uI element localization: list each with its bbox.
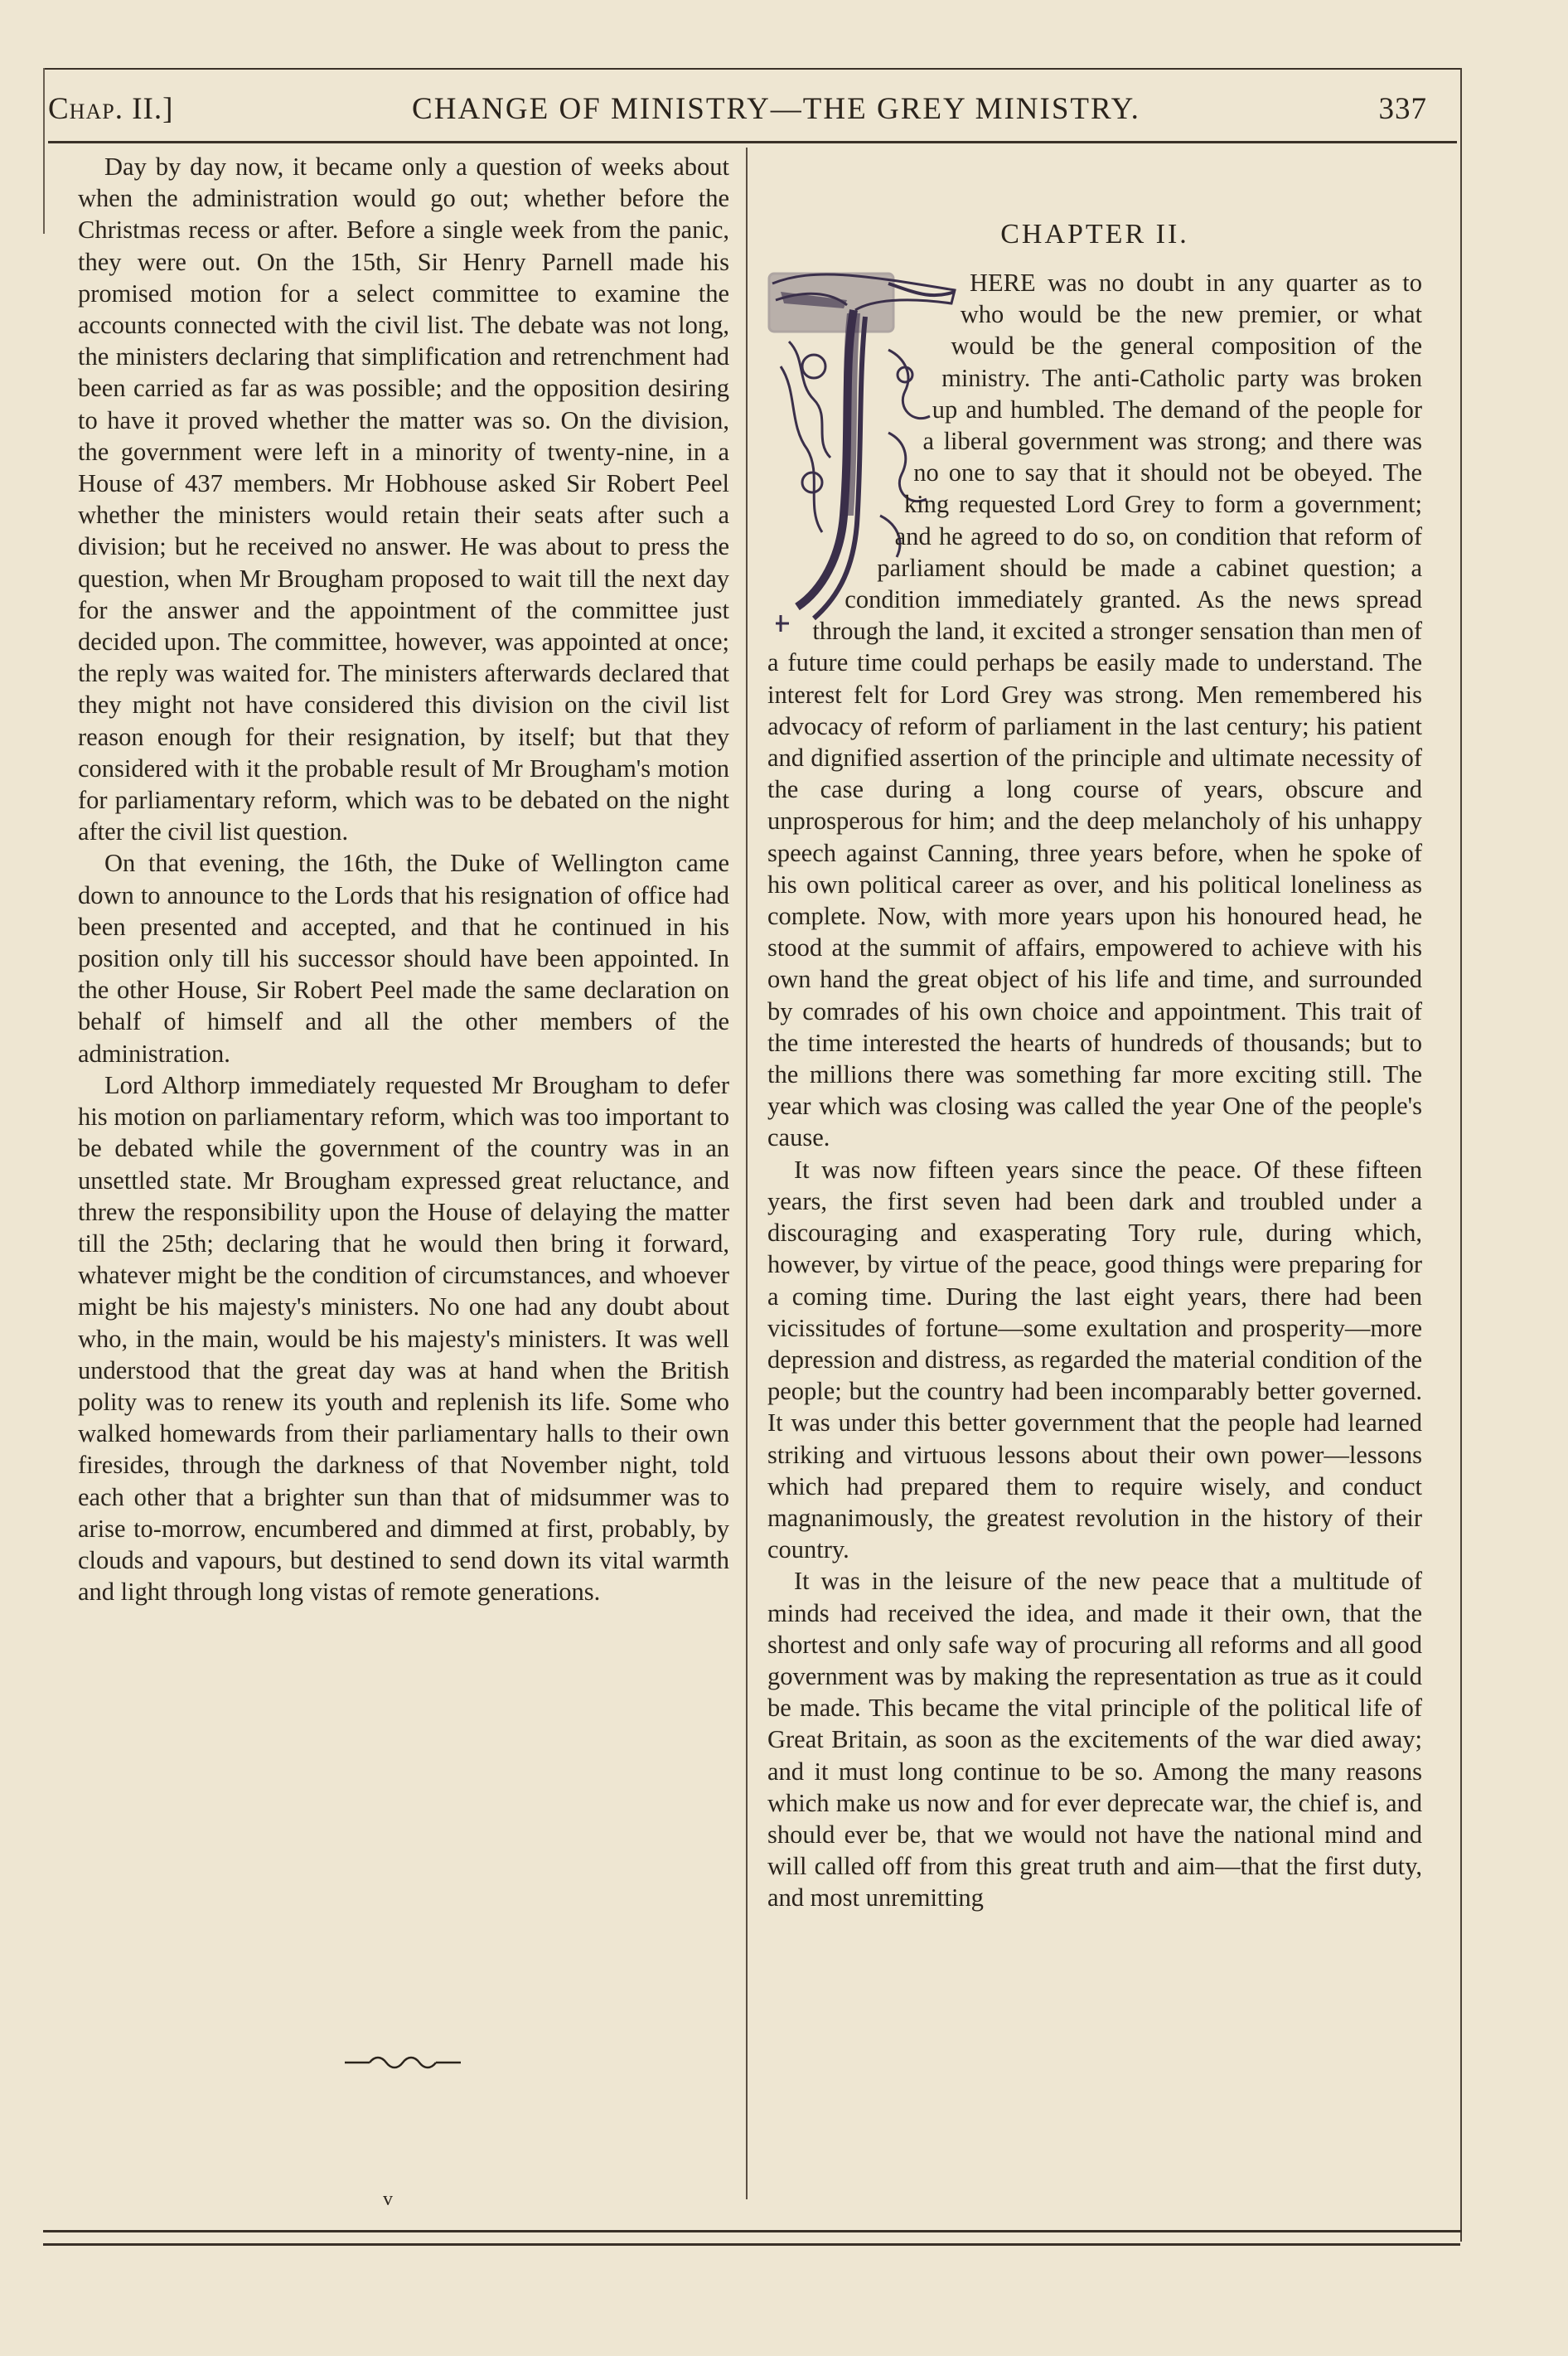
chapter-opening [767, 267, 1422, 1154]
paragraph: HERE was no doubt in any quarter as to who would be the new premier, or what would be the general composition of the ministry. The anti-Catholic party was broken up and humbled. The demand of the people for a liberal government was strong; and there was no one to say that it should not be obeyed. The king requested Lord Grey to form a government; and he agreed to do so, on condition that reform of parliament should be made a cabinet question; a condition immediately granted. As the news spread through the land, it excited a stronger sensation than men of a future time could perhaps be easily made to understand. The interest felt for Lord Grey was strong. Men remembered his advocacy of reform of parliament in the last century; his patient and dignified assertion of the principle and ultimate necessity of the case during a long course of years, obscure and unprosperous for him; and the deep melancholy of his unhappy speech against Canning, three years before, when he spoke of his own political career as over, and his political loneliness as complete. Now, with more years upon his honoured head, he stood at the summit of affairs, empowered to achieve with his own hand the great object of his life and time, and surrounded by comrades of his own choice and appointment. This trait of the time interested the hearts of hundreds of thousands; but to the millions there was something far more exciting still. The year which was closing was called the year One of the people's cause. [767, 269, 1422, 1152]
chapter-reference: Chap. II.] [48, 92, 174, 126]
running-title: CHANGE OF MINISTRY—THE GREY MINISTRY. [412, 92, 1140, 126]
chapter-heading: CHAPTER II. [1000, 219, 1189, 250]
paragraph: On that evening, the 16th, the Duke of Wellington came down to announce to the Lords that his resignation of office had been presented and accepted, and that he continued in his position only till his successor should have been appointed. In the other House, Sir Robert Peel made the same declaration on behalf of himself and all the other members of the administration. [78, 849, 729, 1068]
footer-rule [43, 2230, 1462, 2232]
page-number: 337 [1378, 92, 1427, 126]
paragraph: It was now fifteen years since the peace. Of these fifteen years, the first seven had been dark and troubled under a discouraging and exasperating Tory rule, during which, however, by virtue of the peace, good things were preparing for a coming time. During the last eight years, there had been vicissitudes of fortune—some exultation and prosperity—more depression and distress, as regarded the material condition of the people; but the country had been incomparably better governed. It was under this better government that the people had learned striking and virtuous lessons about their own power—lessons which had prepared them to require wisely, and conduct magnanimously, the greatest revolution in the history of their country. [767, 1155, 1422, 1564]
running-header [48, 91, 1427, 134]
frame-right-edge [1460, 68, 1462, 2242]
left-column [78, 151, 729, 1607]
ornamental-rule-icon [345, 2053, 461, 2072]
column-divider [746, 148, 748, 2199]
frame-left-edge [43, 68, 45, 234]
paragraph: Day by day now, it became only a question of weeks about when the administration would go out; whether before the Christmas recess or after. Before a single week from the panic, they were out. On the 15th, Sir Henry Parnell made his promised motion for a select committee to examine the accounts connected with the civil list. The debate was not long, the ministers declaring that simplification and retrenchment had been carried as far as was possible; and the opposition desiring to have it proved whether the matter was so. On the division, the government were left in a minority of twenty-nine, in a House of 437 members. Mr Hobhouse asked Sir Robert Peel whether the ministers would retain their seats after such a division; but he received no answer. He was about to press the question, when Mr Brougham proposed to wait till the next day for the answer and the appointment of the committee just decided upon. The committee, however, was appointed at once; the reply was waited for. The ministers afterwards declared that they might not have considered this division on the civil list reason enough for their resignation, by itself; but that they considered with it the probable result of Mr Brougham's motion for parliamentary reform, which was to be debated on the night after the civil list question. [78, 153, 729, 846]
signature-mark: v [383, 2189, 393, 2210]
right-column [767, 151, 1422, 1914]
paragraph: Lord Althorp immediately requested Mr Brougham to defer his motion on parliamentary reform, which was too important to be debated while the government of the country was in an unsettled state. Mr Brougham expressed great reluctance, and threw the responsibility upon the House of delaying the matter till the 25th; declaring that he would then bring it forward, whatever might be the condition of circumstances, and whoever might be his majesty's ministers. No one had any doubt about who, in the main, would be his majesty's ministers. It was well understood that the great day was at hand when the British polity was to renew its youth and replenish its life. Some who walked homewards from their parliamentary halls to their own firesides, through the darkness of that November night, told each other that a brighter sun than that of midsummer was to arise to-morrow, encumbered and dimmed at first, probably, by clouds and vapours, but destined to send down its vital warmth and light through long vistas of remote generations. [78, 1070, 729, 1607]
header-rule [48, 141, 1457, 143]
paragraph: It was in the leisure of the new peace that a multitude of minds had received the idea, and made it their own, that the shortest and only safe way of procuring all reforms and all good government was by making the representation as true as it could be made. This became the vital principle of the political life of Great Britain, as soon as the excitements of the war died away; and it must long continue to be so. Among the many reasons which make us now and for ever deprecate war, the chief is, and should ever be, that we would not have the national mind and will called off from this great truth and aim—that the first duty, and most unremitting [767, 1567, 1422, 1912]
